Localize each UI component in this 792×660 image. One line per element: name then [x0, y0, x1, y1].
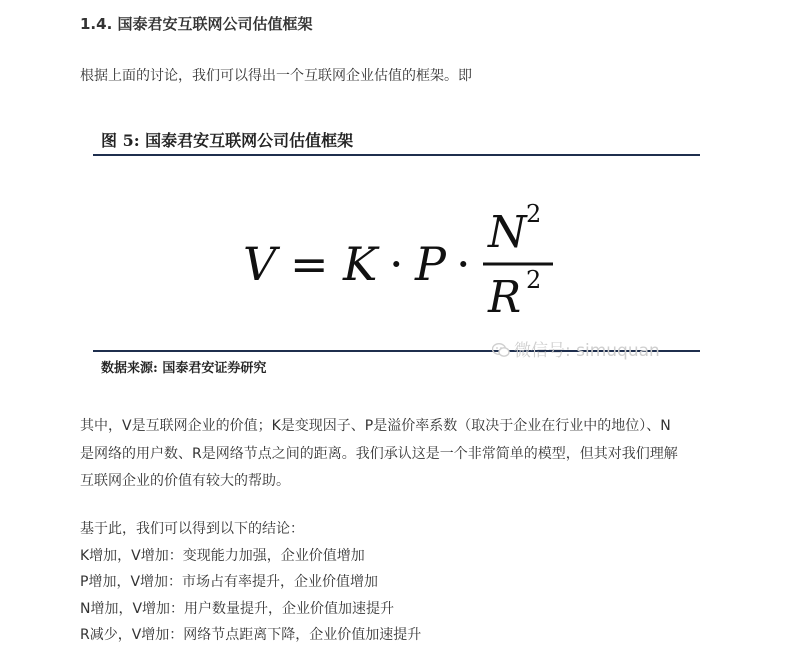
conclusion-item: K增加，V增加：变现能力加强，企业价值增加 — [80, 547, 365, 564]
formula-denominator-exponent: 2 — [526, 266, 542, 294]
formula-k: K — [343, 237, 378, 291]
conclusion-item: P增加，V增加：市场占有率提升，企业价值增加 — [80, 574, 379, 590]
conclusions-list — [80, 516, 421, 649]
figure-source: 数据来源: 国泰君安证券研究 — [101, 361, 267, 376]
formula-dot-2: · — [456, 237, 471, 291]
formula-p: P — [415, 237, 446, 291]
intro-text: 根据上面的讨论，我们可以得出一个互联网企业估值的框架。即 — [80, 68, 472, 84]
figure-title: 图 5: 国泰君安互联网公司估值框架 — [101, 131, 354, 150]
wechat-icon — [492, 343, 510, 357]
conclusion-item: N增加，V增加：用户数量提升，企业价值加速提升 — [80, 600, 395, 617]
conclusion-item: R减少，V增加：网络节点距离下降，企业价值加速提升 — [80, 627, 422, 643]
explanation-paragraph — [80, 413, 770, 496]
formula-dot-1: · — [389, 237, 404, 291]
explanation-line: 是网络的用户数、R是网络节点之间的距离。我们承认这是一个非常简单的模型，但其对我们理解 — [80, 445, 678, 462]
watermark-text: 微信号: simuquan — [514, 341, 660, 361]
formula-numerator-exponent: 2 — [526, 200, 542, 228]
formula-denominator: R — [488, 272, 522, 323]
valuation-formula — [243, 192, 573, 332]
formula-numerator: N — [488, 207, 527, 258]
formula-v: V — [243, 237, 277, 291]
explanation-line: 其中，V是互联网企业的价值；K是变现因子、P是溢价率系数（取决于企业在行业中的地位）、N — [80, 418, 671, 434]
section-heading: 1.4. 国泰君安互联网公司估值框架 — [80, 15, 313, 33]
explanation-line: 互联网企业的价值有较大的帮助。 — [80, 473, 290, 489]
watermark — [492, 336, 660, 361]
conclusions-intro: 基于此，我们可以得到以下的结论： — [80, 521, 304, 537]
figure-top-rule — [93, 154, 700, 156]
formula-equals: = — [290, 237, 329, 291]
